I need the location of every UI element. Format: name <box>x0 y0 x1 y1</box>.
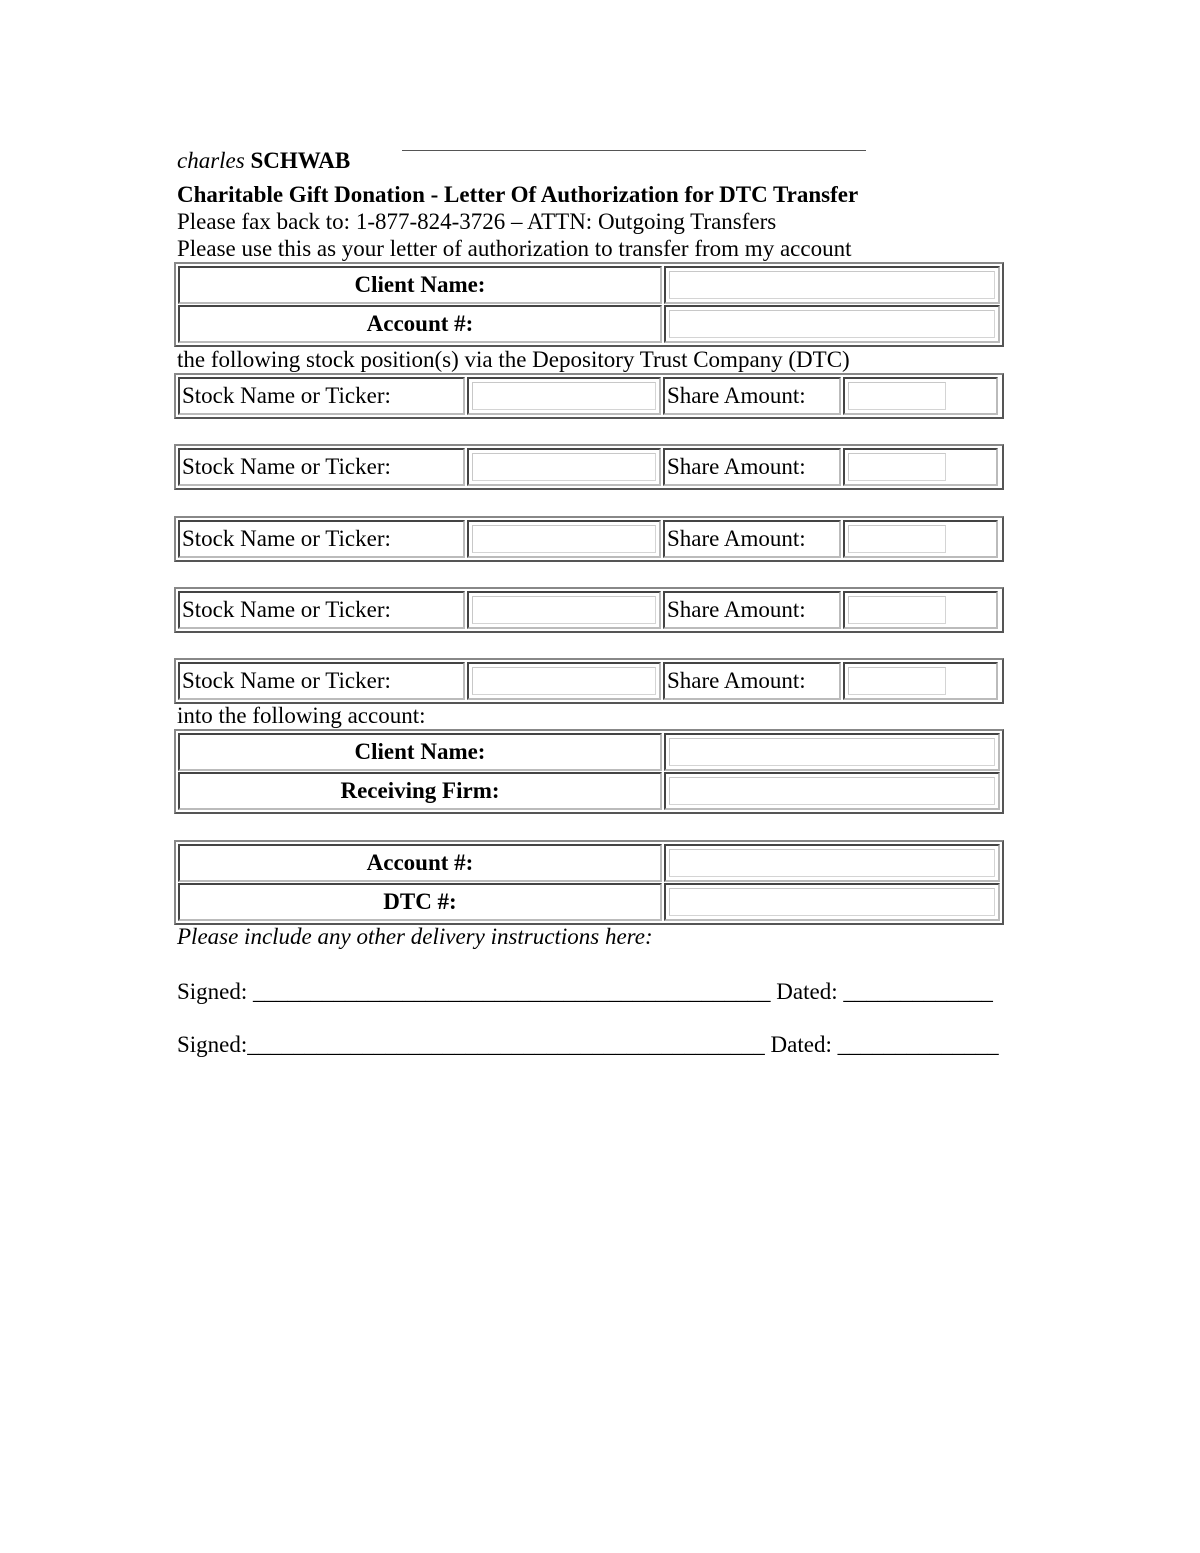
stock-name-input[interactable] <box>472 382 656 410</box>
client-name-label: Client Name: <box>178 266 662 304</box>
stock-name-label: Stock Name or Ticker: <box>178 520 465 558</box>
receiving-firm-input[interactable] <box>669 777 995 805</box>
client-name-input[interactable] <box>669 271 995 299</box>
share-amount-field[interactable] <box>843 662 998 700</box>
receiving-account-field[interactable] <box>664 844 1000 882</box>
dtc-number-label: DTC #: <box>178 883 662 921</box>
share-amount-label: Share Amount: <box>663 377 841 415</box>
share-amount-field[interactable] <box>843 377 998 415</box>
client-name-field[interactable] <box>664 266 1000 304</box>
share-amount-input[interactable] <box>848 382 946 410</box>
share-amount-input[interactable] <box>848 596 946 624</box>
account-number-input[interactable] <box>669 310 995 338</box>
share-amount-field[interactable] <box>843 448 998 486</box>
brand-name: SCHWAB <box>250 148 351 173</box>
share-amount-input[interactable] <box>848 667 946 695</box>
account-number-label: Account #: <box>178 305 662 343</box>
receiving-client-name-label: Client Name: <box>178 733 662 771</box>
stock-name-label: Stock Name or Ticker: <box>178 591 465 629</box>
stock-name-field[interactable] <box>467 520 661 558</box>
source-account-table <box>174 262 1004 347</box>
signature-line-2: Signed:_____________________________________________ Dated: ______________ <box>177 1032 999 1057</box>
share-amount-label: Share Amount: <box>663 448 841 486</box>
receiving-firm-field[interactable] <box>664 772 1000 810</box>
share-amount-label: Share Amount: <box>663 591 841 629</box>
receiving-client-name-input[interactable] <box>669 738 995 766</box>
position-table-2 <box>174 444 1004 490</box>
dtc-number-field[interactable] <box>664 883 1000 921</box>
share-amount-label: Share Amount: <box>663 520 841 558</box>
dtc-number-input[interactable] <box>669 888 995 916</box>
share-amount-label: Share Amount: <box>663 662 841 700</box>
share-amount-field[interactable] <box>843 591 998 629</box>
intro-text: Please use this as your letter of authorization to transfer from my account <box>177 236 852 261</box>
receiving-client-name-field[interactable] <box>664 733 1000 771</box>
position-table-1 <box>174 373 1004 419</box>
brand-logo <box>177 146 350 176</box>
stock-name-label: Stock Name or Ticker: <box>178 377 465 415</box>
stock-name-input[interactable] <box>472 453 656 481</box>
positions-intro: the following stock position(s) via the Depository Trust Company (DTC) <box>177 347 850 372</box>
brand-script: charles <box>177 148 245 173</box>
stock-name-field[interactable] <box>467 377 661 415</box>
position-table-4 <box>174 587 1004 633</box>
stock-name-field[interactable] <box>467 591 661 629</box>
receiving-firm-label: Receiving Firm: <box>178 772 662 810</box>
receiving-intro: into the following account: <box>177 703 426 728</box>
share-amount-input[interactable] <box>848 525 946 553</box>
header-rule <box>402 150 866 151</box>
receiving-account-table <box>174 729 1004 814</box>
stock-name-label: Stock Name or Ticker: <box>178 662 465 700</box>
position-table-3 <box>174 516 1004 562</box>
stock-name-input[interactable] <box>472 596 656 624</box>
share-amount-field[interactable] <box>843 520 998 558</box>
receiving-account-label: Account #: <box>178 844 662 882</box>
account-number-field[interactable] <box>664 305 1000 343</box>
position-table-5 <box>174 658 1004 704</box>
form-title: Charitable Gift Donation - Letter Of Authorization for DTC Transfer <box>177 182 859 207</box>
receiving-account-input[interactable] <box>669 849 995 877</box>
fax-instruction: Please fax back to: 1-877-824-3726 – ATTN: Outgoing Transfers <box>177 209 777 234</box>
receiving-dtc-table <box>174 840 1004 925</box>
stock-name-field[interactable] <box>467 662 661 700</box>
stock-name-input[interactable] <box>472 667 656 695</box>
delivery-instructions: Please include any other delivery instructions here: <box>177 924 653 949</box>
stock-name-label: Stock Name or Ticker: <box>178 448 465 486</box>
share-amount-input[interactable] <box>848 453 946 481</box>
stock-name-field[interactable] <box>467 448 661 486</box>
stock-name-input[interactable] <box>472 525 656 553</box>
signature-line-1: Signed: _____________________________________________ Dated: _____________ <box>177 979 993 1004</box>
